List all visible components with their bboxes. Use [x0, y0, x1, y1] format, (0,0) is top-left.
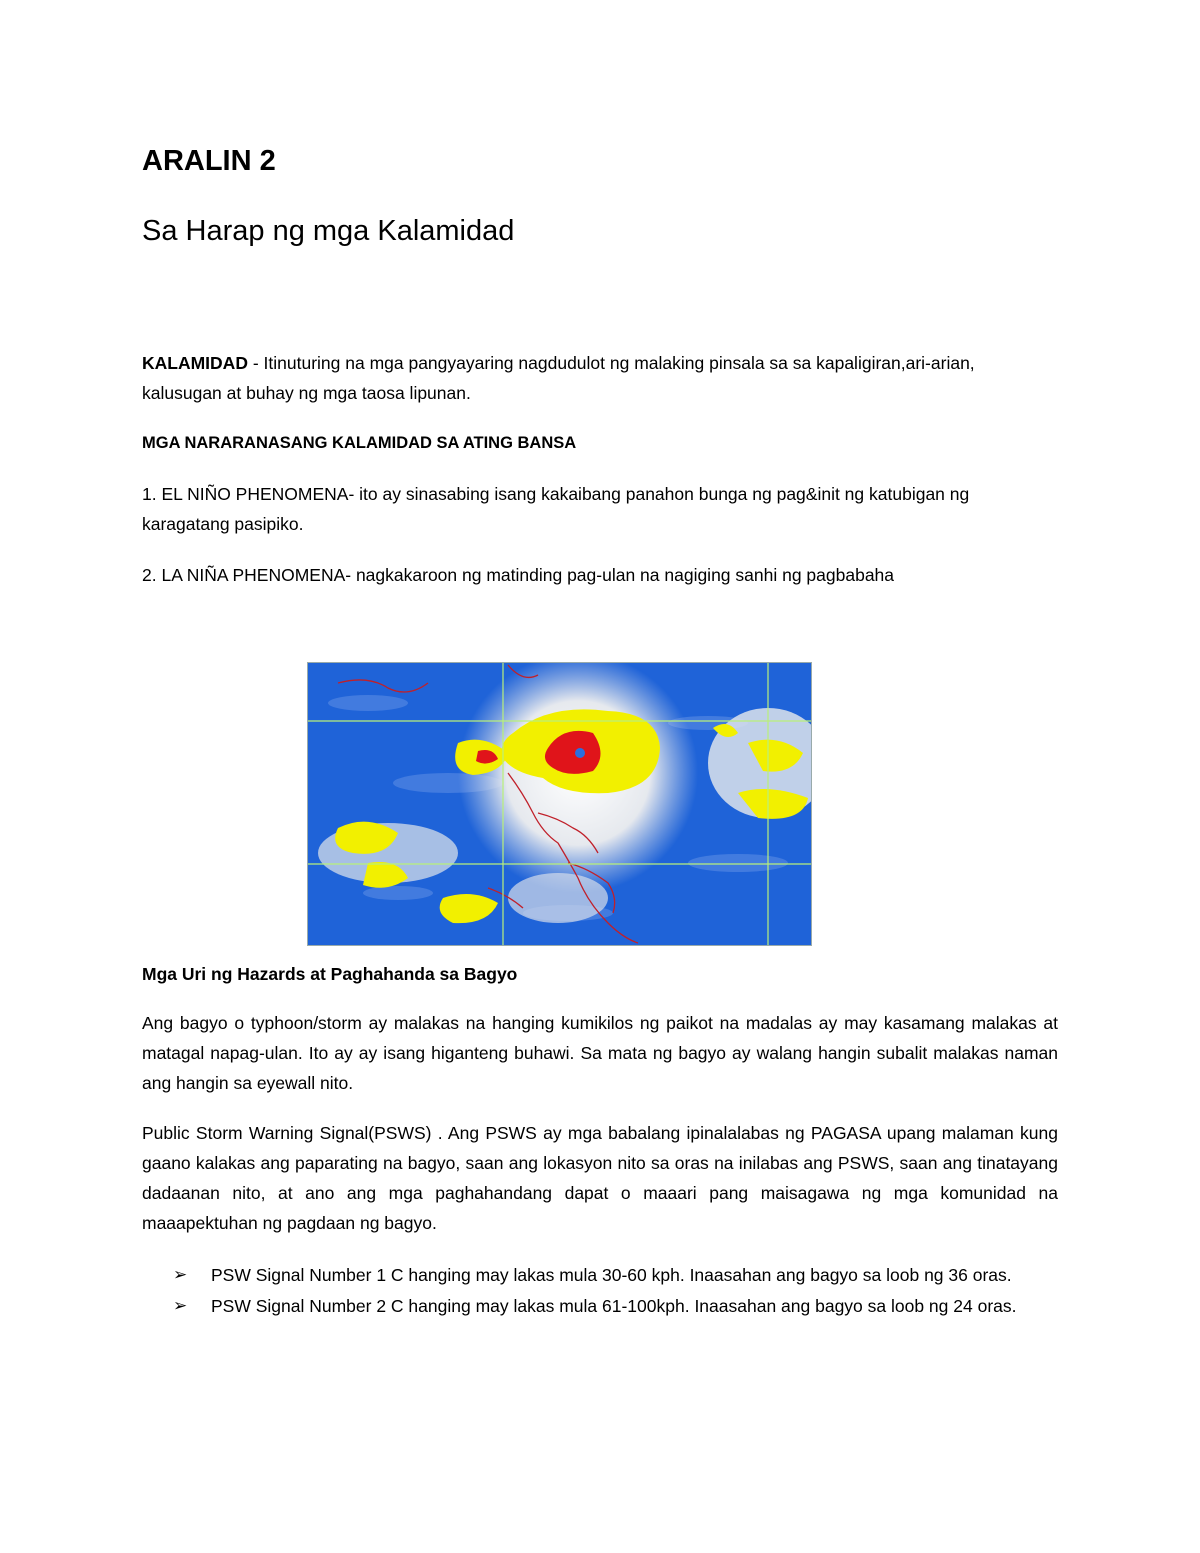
- signal-text: PSW Signal Number 1 C hanging may lakas mula 30-60 kph. Inaasahan ang bagyo sa loob ng 36 oras.: [211, 1265, 1012, 1285]
- definition-text: - Itinuturing na mga pangyayaring nagdudulot ng malaking pinsala sa sa kapaligiran,ari-arian, kalusugan at buhay ng mga taosa lipunan.: [142, 353, 975, 403]
- list-item: [173, 1260, 1058, 1290]
- lesson-heading: ARALIN 2: [142, 145, 276, 177]
- section-title: MGA NARARANASANG KALAMIDAD SA ATING BANSA: [142, 434, 577, 452]
- typhoon-satellite-image: [307, 662, 812, 946]
- arrow-bullet-icon: ➢: [173, 1265, 188, 1284]
- arrow-bullet-icon: ➢: [173, 1296, 188, 1315]
- lesson-title: Sa Harap ng mga Kalamidad: [142, 215, 515, 247]
- definition-term: KALAMIDAD: [142, 353, 248, 373]
- signal-list: [173, 1260, 1058, 1322]
- signal-text: PSW Signal Number 2 C hanging may lakas mula 61-100kph. Inaasahan ang bagyo sa loob ng 24 oras.: [211, 1296, 1017, 1316]
- calamity-item: 2. LA NIÑA PHENOMENA- nagkakaroon ng matinding pag-ulan na nagiging sanhi ng pagbabaha: [142, 565, 895, 585]
- list-item: [173, 1291, 1058, 1321]
- hazards-paragraph-2: Public Storm Warning Signal(PSWS) . Ang PSWS ay mga babalang ipinalalabas ng PAGASA upang malaman kung gaano kalakas ang paparating na bagyo, saan ang lokasyon nito sa oras na inilabas ang PSWS, saan ang tinatayang dadaanan nito, at ano ang mga paghahandang dapat o maaari pang maisagawa ng mga komunidad na maaapektuhan ng pagdaan ng bagyo.: [142, 1123, 1058, 1233]
- hazards-title: Mga Uri ng Hazards at Paghahanda sa Bagyo: [142, 964, 518, 984]
- definition-paragraph: [142, 348, 1058, 408]
- calamity-item: 1. EL NIÑO PHENOMENA- ito ay sinasabing isang kakaibang panahon bunga ng pag&init ng katubigan ng karagatang pasipiko.: [142, 484, 970, 534]
- satellite-svg: [308, 663, 812, 946]
- hazards-paragraph-1: Ang bagyo o typhoon/storm ay malakas na hanging kumikilos ng paikot na madalas ay may kasamang malakas at matagal napag-ulan. Ito ay ay isang higanteng buhawi. Sa mata ng bagyo ay walang hangin subalit malakas naman ang hangin sa eyewall nito.: [142, 1013, 1058, 1093]
